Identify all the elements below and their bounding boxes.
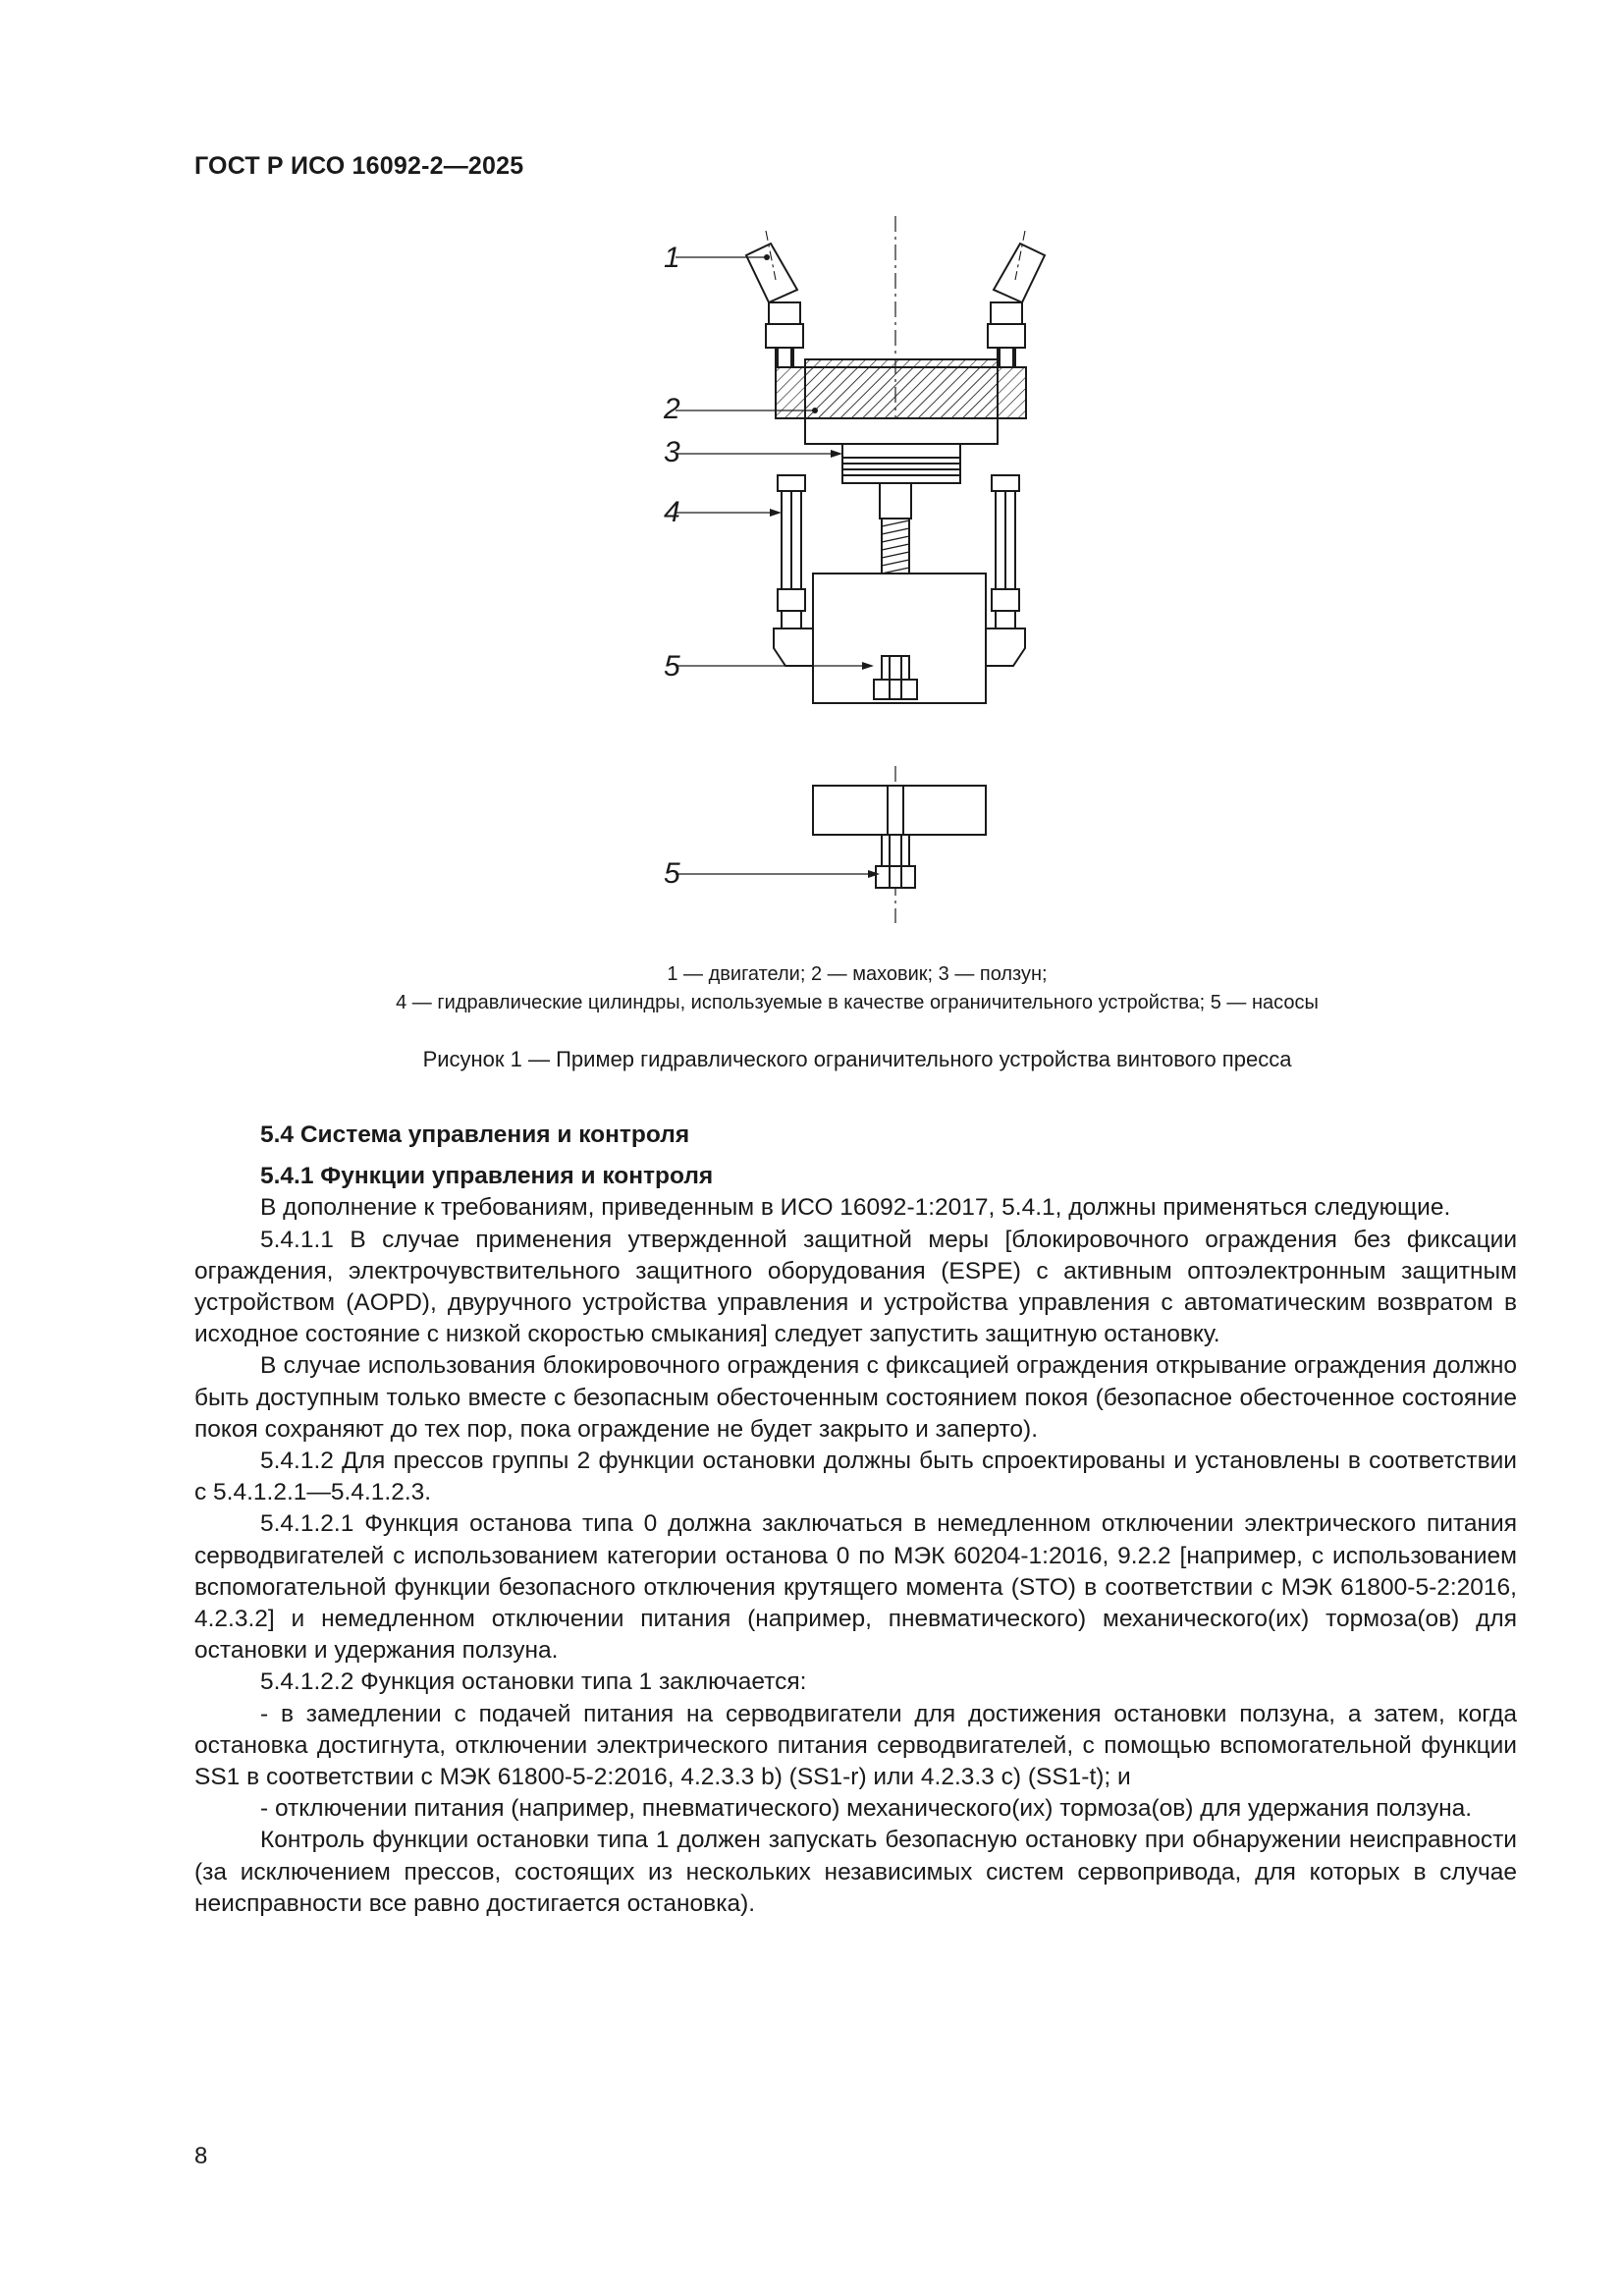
leader-lines bbox=[676, 257, 872, 874]
diagram-lines bbox=[676, 216, 1045, 923]
figure-legend-line-2: 4 — гидравлические цилиндры, используемые в качестве ограничительного устройства; 5 — насосы bbox=[396, 992, 1319, 1013]
figure-caption: Рисунок 1 — Пример гидравлического ограничительного устройства винтового пресса bbox=[422, 1047, 1292, 1071]
motor-right bbox=[988, 231, 1045, 367]
callout-5: 5 bbox=[664, 650, 680, 683]
figure-legend-line-1: 1 — двигатели; 2 — маховик; 3 — ползун; bbox=[667, 963, 1048, 985]
slide-nut bbox=[842, 444, 960, 483]
flywheel bbox=[776, 359, 1026, 444]
paragraph: В дополнение к требованиям, приведенным в ИСО 16092-1:2017, 5.4.1, должны применяться следующие. bbox=[260, 1194, 1451, 1222]
section-body bbox=[194, 1120, 1517, 1920]
diagram-svg bbox=[609, 216, 1159, 962]
paragraph: 5.4.1.2.1 Функция останова типа 0 должна заключаться в немедленном отключении электрического питания серводвигателей с использованием категории останова 0 по МЭК 60204-1:2016, 9.2.2 [например, с использованием вспомогательной функции безопасного отключения крутящего момента (STO) в соответствии с МЭК 61800-5-2:2016, 4.2.3.2] и немедленном отключении питания (например, пневматического) механического(их) тормоза(ов) для остановки и удержания ползуна. bbox=[194, 1510, 1517, 1665]
figure-screw-press-diagram bbox=[609, 216, 1159, 962]
paragraph: В случае использования блокировочного ограждения с фиксацией ограждения открывание ограждения должно быть доступным только вместе с безопасным обесточенным состоянием покоя (безопасное обесточенное состояние покоя сохраняют до тех пор, пока ограждение не будет закрыто и заперто). bbox=[194, 1352, 1517, 1443]
page-number: 8 bbox=[194, 2143, 208, 2169]
paragraph: 5.4.1.2 Для прессов группы 2 функции остановки должны быть спроектированы и установлены в соответствии с 5.4.1.2.1—5.4.1.2.3. bbox=[194, 1448, 1517, 1506]
pump-detail bbox=[813, 786, 986, 888]
callout-3: 3 bbox=[664, 436, 680, 468]
callout-1: 1 bbox=[664, 242, 680, 274]
hydraulic-cylinder-left bbox=[778, 475, 805, 636]
document-header: ГОСТ Р ИСО 16092-2—2025 bbox=[194, 152, 524, 180]
paragraph: Контроль функции остановки типа 1 должен запускать безопасную остановку при обнаружении неисправности (за исключением прессов, состоящих из нескольких независимых систем сервопривода, для которых в случае неисправности все равно достигается остановка). bbox=[194, 1827, 1517, 1917]
callout-4: 4 bbox=[664, 496, 680, 528]
hydraulic-cylinder-right bbox=[992, 475, 1019, 636]
motor-left bbox=[746, 231, 803, 367]
paragraph: 5.4.1.1 В случае применения утвержденной защитной меры [блокировочного ограждения без фиксации ограждения, электрочувствительного защитного оборудования (ESPE) с активным оптоэлектронным защитным устройством (AOPD), двуручного устройства управления и устройства управления с автоматическим возвратом в исходное состояние с низкой скоростью смыкания] следует запустить защитную остановку. bbox=[194, 1226, 1517, 1348]
callout-2: 2 bbox=[664, 393, 680, 425]
list-item: - отключении питания (например, пневматического) механического(их) тормоза(ов) для удержания ползуна. bbox=[260, 1795, 1473, 1823]
section-heading-5-4-1: 5.4.1 Функции управления и контроля bbox=[260, 1163, 714, 1190]
list-item: - в замедлении с подачей питания на серводвигатели для достижения остановки ползуна, а затем, когда остановка достигнута, отключении электрического питания серводвигателей, с помощью вспомогательной функции SS1 в соответствии с МЭК 61800-5-2:2016, 4.2.3.3 b) (SS1-r) или 4.2.3.3 c) (SS1-t); и bbox=[194, 1700, 1517, 1791]
callout-5-detail: 5 bbox=[664, 857, 680, 890]
paragraph: 5.4.1.2.2 Функция остановки типа 1 заключается: bbox=[260, 1668, 807, 1696]
ram-body bbox=[774, 574, 1025, 703]
section-heading-5-4: 5.4 Система управления и контроля bbox=[260, 1121, 690, 1148]
